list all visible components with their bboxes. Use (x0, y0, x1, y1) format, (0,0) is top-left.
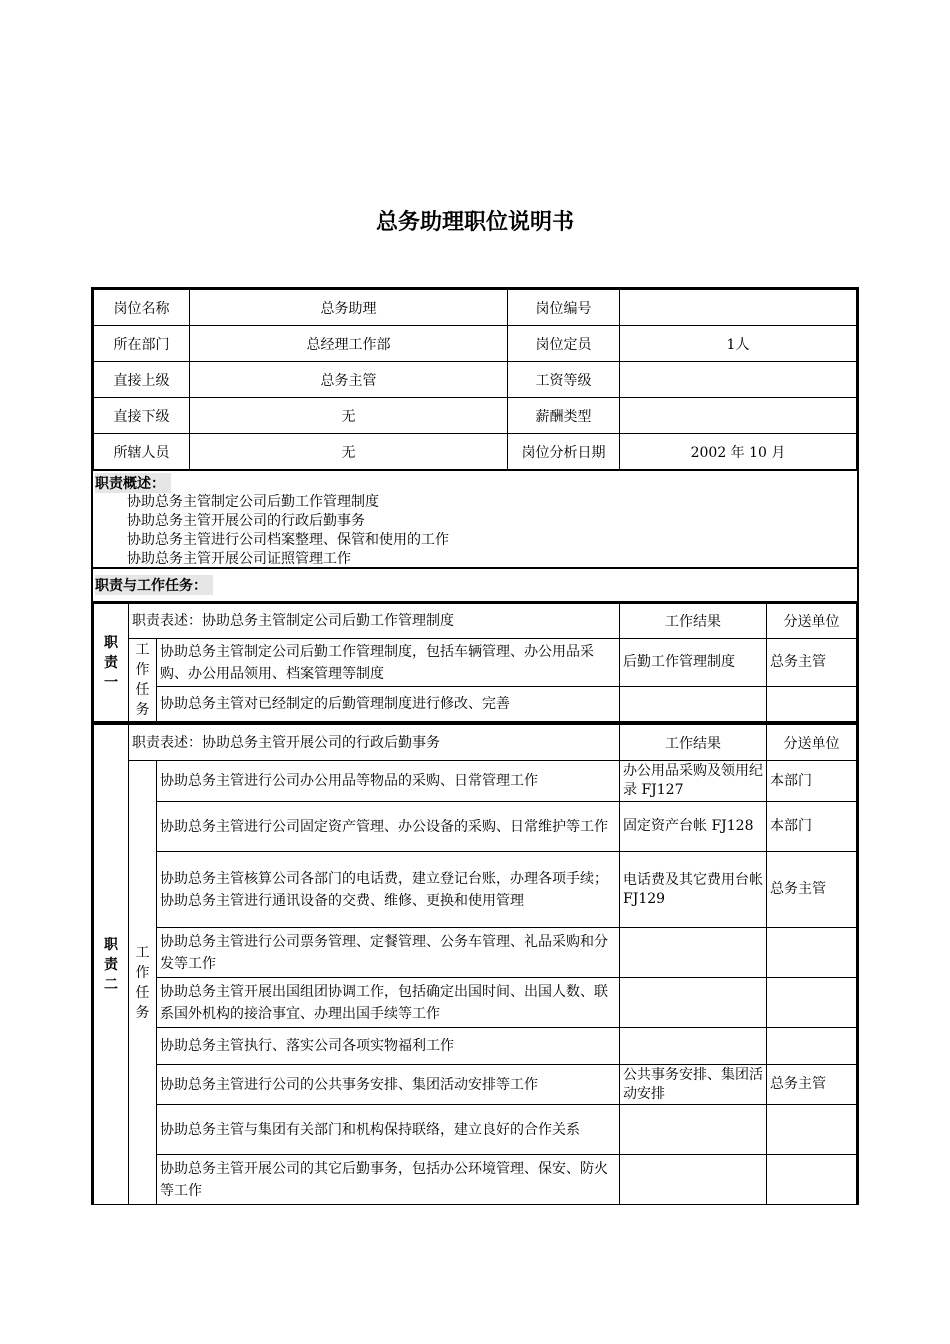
info-row (94, 362, 857, 398)
task-dest: 总务主管 (767, 1065, 857, 1105)
task-result: 电话费及其它费用台帐 FJ129 (620, 852, 767, 928)
task-dest (767, 1155, 857, 1205)
task-text: 协助总务主管对已经制定的后勤管理制度进行修改、完善 (157, 687, 620, 722)
task-text: 协助总务主管进行公司票务管理、定餐管理、公务车管理、礼品采购和分发等工作 (157, 928, 620, 978)
task-result: 固定资产台帐 FJ128 (620, 802, 767, 852)
task-dest (767, 687, 857, 722)
task-result: 后勤工作管理制度 (620, 639, 767, 687)
task-result: 办公用品采购及领用纪录 FJ127 (620, 761, 767, 802)
task-dest: 总务主管 (767, 852, 857, 928)
tasks-section-header (91, 567, 859, 601)
task-result (620, 1105, 767, 1155)
duty-one-table (91, 601, 859, 722)
info-value (620, 362, 857, 398)
info-value: 2002 年 10 月 (620, 434, 857, 470)
task-result (620, 928, 767, 978)
task-text: 协助总务主管与集团有关部门和机构保持联络，建立良好的合作关系 (157, 1105, 620, 1155)
info-value (620, 398, 857, 434)
task-dest (767, 928, 857, 978)
info-label: 直接下级 (94, 398, 190, 434)
info-label: 所辖人员 (94, 434, 190, 470)
duty-one-label: 职 责 一 (94, 604, 129, 722)
task-result (620, 1028, 767, 1065)
task-text: 协助总务主管制定公司后勤工作管理制度，包括车辆管理、办公用品采购、办公用品领用、档案管理等制度 (157, 639, 620, 687)
overview-line: 协助总务主管开展公司的行政后勤事务 (127, 513, 365, 529)
info-row (94, 398, 857, 434)
info-label: 岗位定员 (508, 326, 620, 362)
duty-two-task-label: 工 作 任 务 (129, 761, 157, 1205)
overview-line: 协助总务主管制定公司后勤工作管理制度 (127, 494, 379, 510)
duty-one-description: 职责表述：协助总务主管制定公司后勤工作管理制度 (129, 604, 620, 639)
duty-overview (91, 469, 859, 567)
task-dest (767, 978, 857, 1028)
duty-two-description: 职责表述：协助总务主管开展公司的行政后勤事务 (129, 725, 620, 761)
dest-header: 分送单位 (767, 725, 857, 761)
info-label: 岗位分析日期 (508, 434, 620, 470)
task-text: 协助总务主管开展出国组团协调工作，包括确定出国时间、出国人数、联系国外机构的接洽事宜、办理出国手续等工作 (157, 978, 620, 1028)
info-label: 直接上级 (94, 362, 190, 398)
info-label: 所在部门 (94, 326, 190, 362)
info-value: 无 (190, 398, 508, 434)
overview-line: 协助总务主管开展公司证照管理工作 (127, 551, 351, 567)
task-dest (767, 1105, 857, 1155)
info-value: 总务助理 (190, 290, 508, 326)
task-text: 协助总务主管核算公司各部门的电话费，建立登记台账，办理各项手续；协助总务主管进行通讯设备的交费、维修、更换和使用管理 (157, 852, 620, 928)
duty-two-label: 职 责 二 (94, 725, 129, 1205)
overview-line: 协助总务主管进行公司档案整理、保管和使用的工作 (127, 532, 449, 548)
info-value: 无 (190, 434, 508, 470)
info-value: 总务主管 (190, 362, 508, 398)
info-value (620, 290, 857, 326)
info-label: 工资等级 (508, 362, 620, 398)
basic-info-table (91, 287, 859, 470)
info-value: 总经理工作部 (190, 326, 508, 362)
info-row (94, 290, 857, 326)
info-label: 岗位编号 (508, 290, 620, 326)
task-text: 协助总务主管进行公司的公共事务安排、集团活动安排等工作 (157, 1065, 620, 1105)
result-header: 工作结果 (620, 604, 767, 639)
task-result (620, 1155, 767, 1205)
overview-title: 职责概述： (95, 473, 171, 493)
task-dest: 总务主管 (767, 639, 857, 687)
task-text: 协助总务主管开展公司的其它后勤事务，包括办公环境管理、保安、防火等工作 (157, 1155, 620, 1205)
task-text: 协助总务主管进行公司固定资产管理、办公设备的采购、日常维护等工作 (157, 802, 620, 852)
duty-one-task-label: 工 作 任 务 (129, 639, 157, 722)
tasks-title: 职责与工作任务： (95, 575, 213, 595)
info-label: 薪酬类型 (508, 398, 620, 434)
info-row (94, 326, 857, 362)
info-row (94, 434, 857, 470)
dest-header: 分送单位 (767, 604, 857, 639)
page-title: 总务助理职位说明书 (375, 210, 574, 235)
task-result (620, 687, 767, 722)
task-dest: 本部门 (767, 802, 857, 852)
duty-two-table (91, 722, 859, 1205)
result-header: 工作结果 (620, 725, 767, 761)
task-dest (767, 1028, 857, 1065)
task-text: 协助总务主管执行、落实公司各项实物福利工作 (157, 1028, 620, 1065)
info-label: 岗位名称 (94, 290, 190, 326)
overview-lines (95, 493, 855, 569)
task-result (620, 978, 767, 1028)
info-value: 1人 (620, 326, 857, 362)
task-dest: 本部门 (767, 761, 857, 802)
task-result: 公共事务安排、集团活动安排 (620, 1065, 767, 1105)
task-text: 协助总务主管进行公司办公用品等物品的采购、日常管理工作 (157, 761, 620, 802)
